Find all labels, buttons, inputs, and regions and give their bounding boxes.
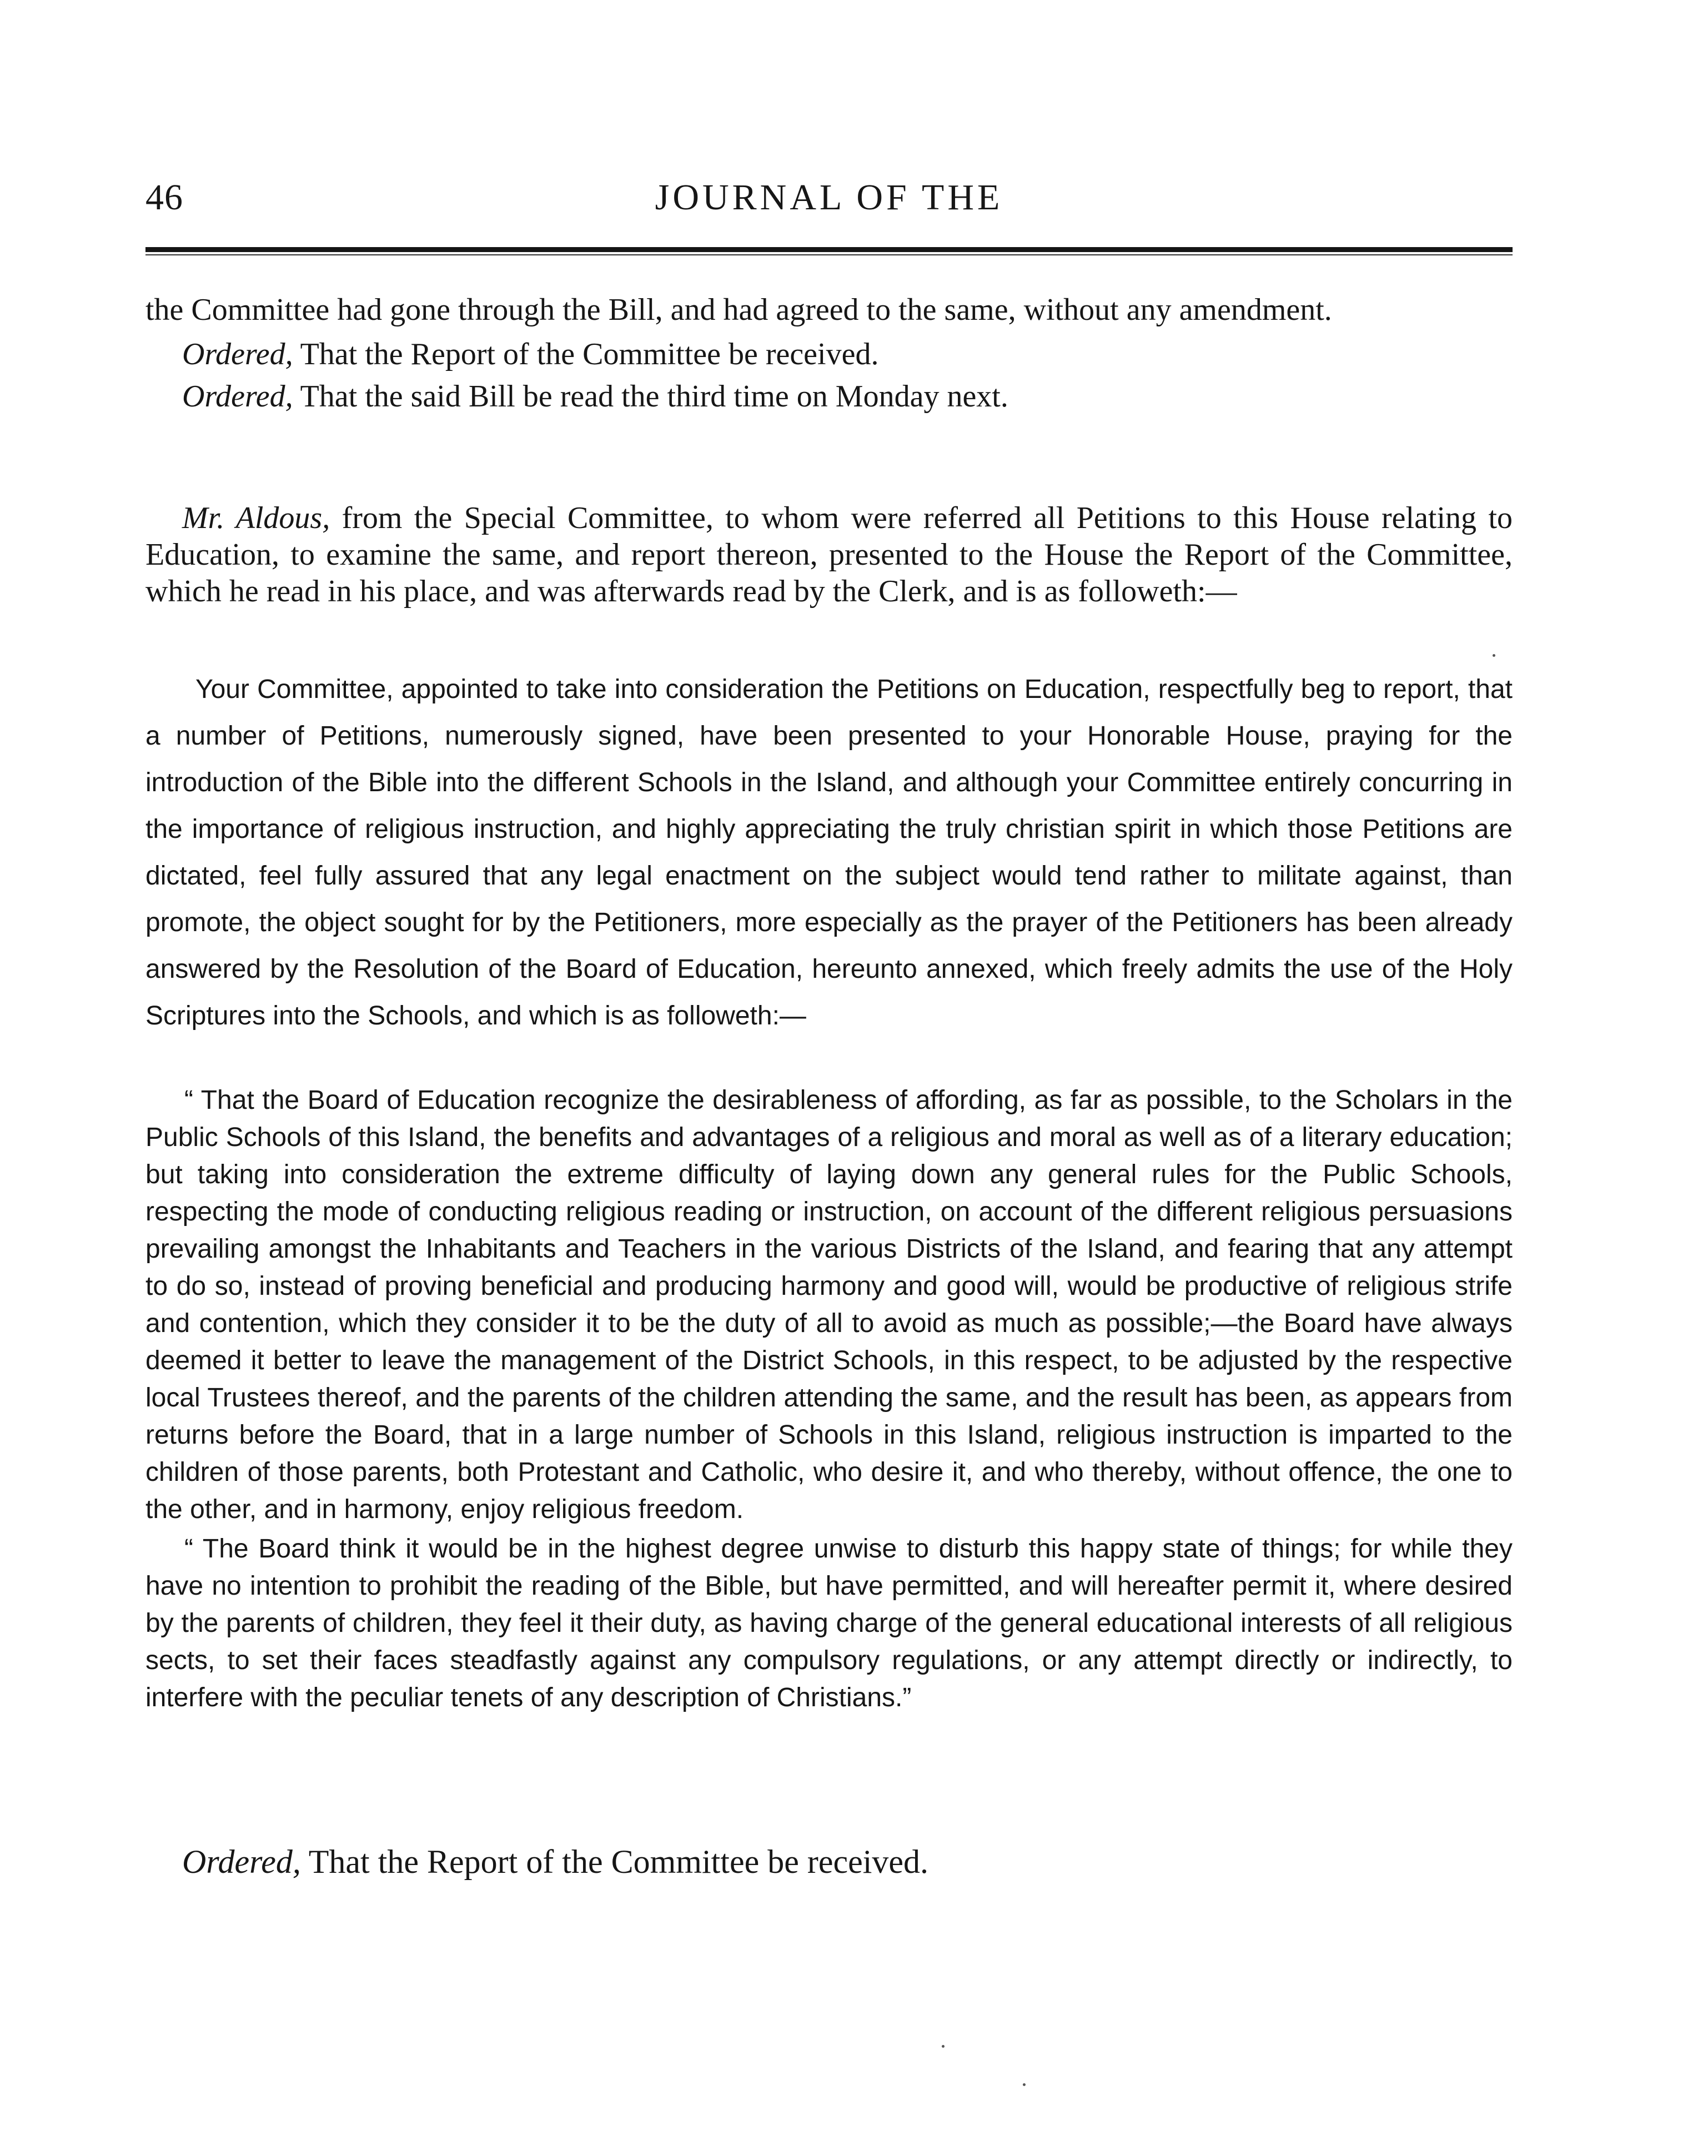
ordered-third-reading [145, 378, 1513, 415]
running-head: JOURNAL OF THE [655, 177, 1003, 218]
resolution-paragraph-1: “ That the Board of Education recognize the desirableness of affording, as far as possible, to the Scholars in the Public Schools of this Island, the benefits and advantages of a religious and moral as well as of a literary education; but taking into consideration the extreme difficulty of laying down any general rules for the Public Schools, respecting the mode of conducting religious reading or instruction, on account of the different religious persuasions prevailing amongst the Inhabitants and Teachers in the various Districts of the Island, and fearing that any attempt to do so, instead of proving beneficial and producing harmony and good will, would be productive of religious strife and contention, which they consider it to be the duty of all to avoid as much as possible;—the Board have always deemed it better to leave the management of the District Schools, in this respect, to be adjusted by the respective local Trustees thereof, and the parents of the children attending the same, and the result has been, as appears from returns before the Board, that in a large number of Schools in this Island, religious instruction is imparted to the children of those parents, both Protestant and Catholic, who desire it, and who thereby, without offence, the one to the other, and in harmony, enjoy religious freedom. [145, 1085, 1513, 1524]
header-rule-thin [145, 254, 1513, 255]
continuation-paragraph: the Committee had gone through the Bill, and had agreed to the same, without any amendment. [145, 293, 1332, 327]
aldous-section [145, 500, 1513, 610]
ordered-text: That the Report of the Committee be received. [300, 337, 879, 371]
ordered-lead: Ordered, [182, 379, 293, 414]
ordered-text: That the Report of the Committee be received. [308, 1843, 929, 1880]
ordered-report-received [145, 336, 1513, 373]
report-paragraph: Your Committee, appointed to take into consideration the Petitions on Education, respectfully beg to report, that a number of Petitions, numerously signed, have been presented to your Honorable House, praying for the introduction of the Bible into the different Schools in the Island, and although your Committee entirely concurring in the importance of religious instruction, and highly appreciating the truly christian spirit in which those Petitions are dictated, feel fully assured that any legal enactment on the subject would tend rather to militate against, than promote, the object sought for by the Petitioners, more especially as the prayer of the Petitioners has been already answered by the Resolution of the Board of Education, hereunto annexed, which freely admits the use of the Holy Scriptures into the Schools, and which is as followeth:— [145, 675, 1513, 1031]
committee-report [145, 666, 1513, 1039]
paper-speck [1493, 654, 1495, 657]
closing-section [145, 1842, 1513, 1881]
resolution-paragraph-2: “ The Board think it would be in the highest degree unwise to disturb this happy state of things; for while they have no intention to prohibit the reading of the Bible, but have permitted, and will hereafter permit it, where desired by the parents of children, they feel it their duty, as having charge of the general educational interests of all religious sects, to set their faces steadfastly against any compulsory regulations, or any attempt directly or indirectly, to interfere with the peculiar tenets of any description of Christians.” [145, 1534, 1513, 1712]
ordered-lead: Ordered, [182, 337, 293, 371]
aldous-paragraph [145, 500, 1513, 610]
board-resolution [145, 1082, 1513, 1716]
paper-speck [1023, 2083, 1026, 2086]
paper-speck [942, 2045, 945, 2048]
ordered-report-received-final [145, 1842, 1513, 1881]
page-header [145, 177, 1513, 238]
header-rule [145, 247, 1513, 252]
ordered-lead: Ordered, [182, 1843, 301, 1880]
ordered-text: That the said Bill be read the third time on Monday next. [300, 379, 1008, 414]
page-number: 46 [145, 177, 183, 218]
aldous-text: from the Special Committee, to whom were referred all Petitions to this House relating to Education, to examine the same, and report thereon, presented to the House the Report of the Committee, which he read in his place, and was afterwards read by the Clerk, and is as followeth:— [145, 501, 1513, 609]
speaker-name: Mr. Aldous, [182, 501, 330, 535]
opening-section [145, 292, 1513, 415]
